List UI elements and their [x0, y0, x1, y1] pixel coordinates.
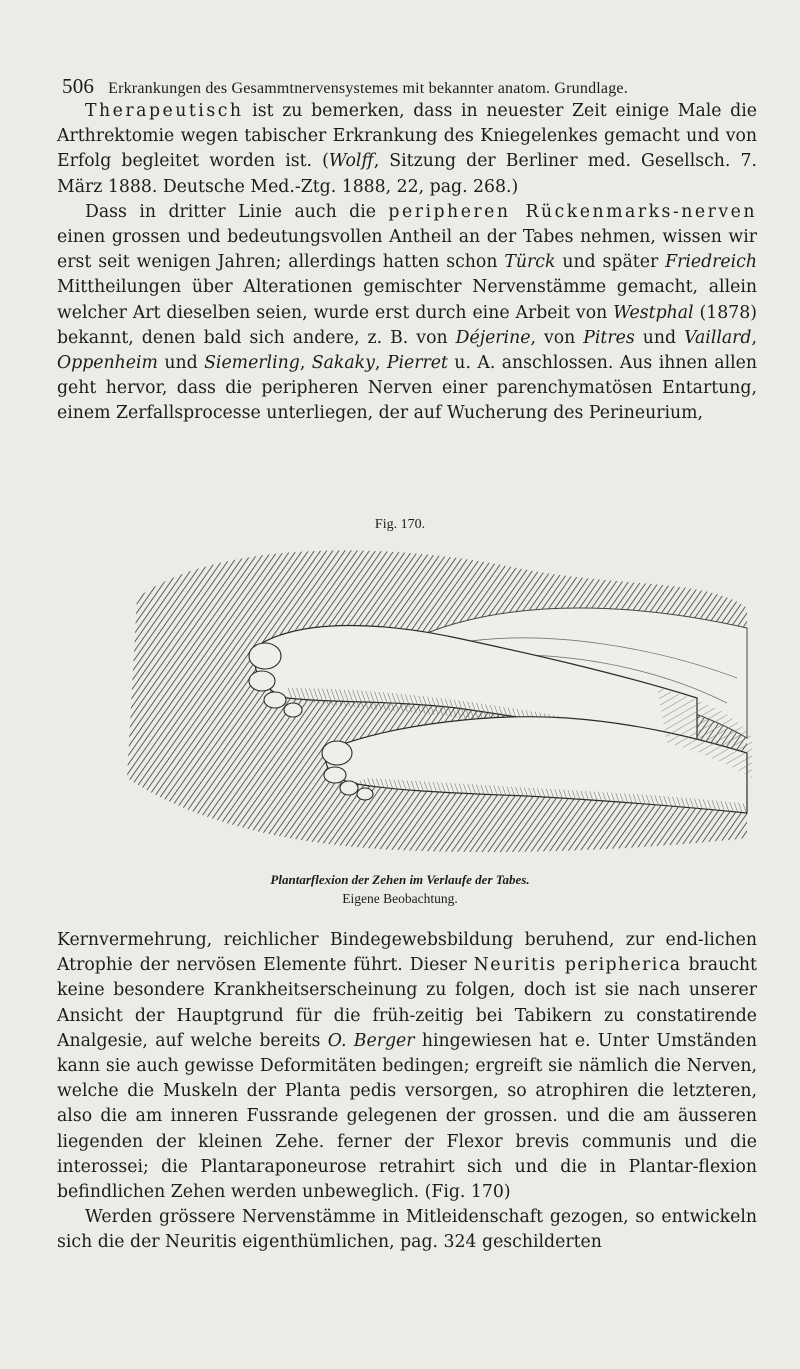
text-fragment: , von: [530, 327, 584, 348]
feet-engraving: [97, 538, 757, 858]
running-title: Erkrankungen des Gesammtnervensystemes mit bekannter anatom. Grundlage.: [108, 80, 628, 97]
author-sakaky: Sakaky: [311, 353, 375, 374]
text-fragment: ist zu bemerken, dass in neuester Zeit einige Male die Arthrektomie wegen tabischer Erkrankung des Kniegelenkes gemacht und von Erfolg begleitet worden ist. (: [57, 101, 757, 172]
author-friedreich: Friedreich: [665, 252, 757, 273]
author-vaillard: Vaillard: [684, 327, 752, 348]
figure-illustration: [97, 538, 757, 858]
author-pierret: Pierret: [386, 353, 448, 374]
text-fragment: , Sitzung der Berliner med. Gesellsch. 7. März 1888. Deutsche Med.-Ztg. 1888, 22, pag. 268.): [57, 151, 757, 197]
text-fragment: Kernvermehrung, reichlicher Bindegewebsbildung beruhend, zur end-lichen Atrophie der nervösen Elemente führt. Dieser: [57, 930, 757, 976]
running-head: [62, 74, 762, 99]
text-block-top: [57, 99, 757, 427]
text-fragment: Mittheilungen über Alterationen gemischter Nervenstämme gemacht, allein welcher Art dieselben seien, wurde erst durch eine Arbeit von: [57, 277, 757, 323]
paragraph-peripheral-nerves: [57, 200, 757, 427]
text-fragment: und: [157, 353, 205, 374]
text-fragment: einen grossen und bedeutungsvollen Antheil an der Tabes nehmen, wissen wir erst seit wenigen Jahren; allerdings hatten schon: [57, 227, 757, 273]
text-fragment: (1878) bekannt, denen bald sich andere, z. B. von: [57, 302, 757, 348]
text-fragment: und: [634, 327, 685, 348]
text-fragment: hingewiesen hat e. Unter Umständen kann sie auch gewisse Deformitäten bedingen; ergreift sie nämlich die Nerven, welche die Muskeln der Planta pedis versorgen, so atrophiren die letzteren, also die am inneren Fussrande gelegenen der grossen. und die am äusseren liegenden der kleinen Zehe. ferner der Flexor brevis communis und die interossei; die Plantaraponeurose retrahirt sich und die in Plantar-flexion befindlichen Zehen werden unbeweglich. (Fig. 170): [57, 1030, 757, 1203]
text-fragment: Dass in dritter Linie auch die: [85, 201, 389, 222]
paragraph-neuritis: [57, 928, 757, 1205]
author-westphal: Westphal: [613, 302, 694, 323]
paragraph-therapeutic: [57, 99, 757, 200]
author-dejerine: Déjerine: [455, 327, 531, 348]
spaced-term: Neuritis peripherica: [473, 955, 682, 976]
paragraph-larger-nerves: Werden grössere Nervenstämme in Mitleidenschaft gezogen, so entwickeln sich die der Neuritis eigenthümlichen, pag. 324 geschilderten: [57, 1207, 757, 1253]
figure-caption: Plantarflexion der Zehen im Verlaufe der Tabes.: [270, 872, 530, 887]
page-number: 506: [62, 74, 95, 98]
author-siemerling: Siemerling: [204, 353, 300, 374]
author-oppenheim: Oppenheim: [57, 353, 158, 374]
text-fragment: braucht keine besondere Krankheitserscheinung zu folgen, doch ist sie nach unserer Ansicht der Hauptgrund für die früh-zeitig bei Tabikern zu constatirende Analgesie, auf welche bereits: [57, 955, 757, 1051]
text-fragment: und später: [555, 252, 666, 273]
text-fragment: ,: [374, 353, 387, 374]
text-block-bottom: [57, 928, 757, 1256]
text-fragment: ,: [751, 327, 757, 348]
figure-label: Fig. 170.: [374, 517, 426, 532]
spaced-term: peripheren Rückenmarks-nerven: [388, 201, 758, 222]
text-fragment: ,: [299, 353, 312, 374]
author-wolff: Wolff: [328, 151, 374, 172]
figure-subcaption: Eigene Beobachtung.: [342, 891, 458, 906]
author-turck: Türck: [504, 252, 556, 273]
author-pitres: Pitres: [583, 327, 635, 348]
text-fragment: u. A. anschlossen. Aus ihnen allen geht hervor, dass die peripheren Nerven einer parenchymatösen Entartung, einem Zerfallsprocesse unterliegen, der auf Wucherung des Perineurium,: [57, 353, 757, 424]
author-berger: O. Berger: [327, 1030, 415, 1051]
lead-spaced: Therapeutisch: [85, 101, 244, 121]
